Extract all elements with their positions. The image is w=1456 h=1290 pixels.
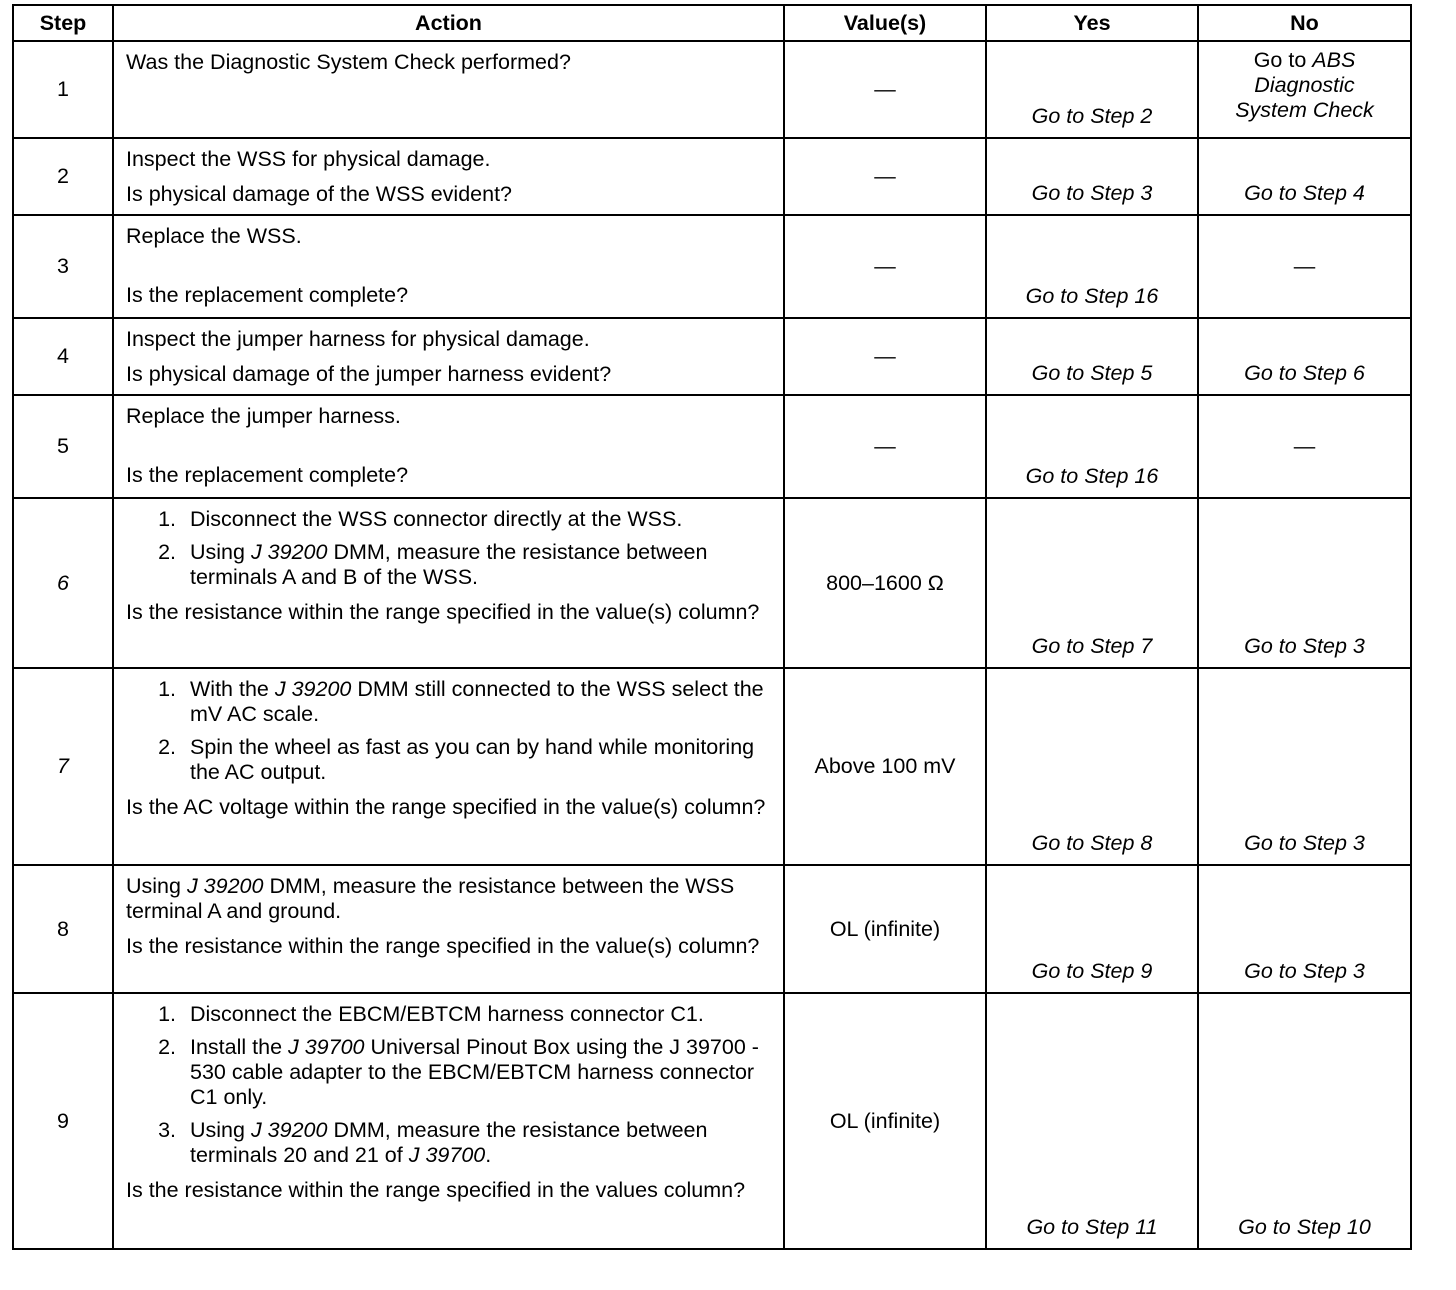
action-cell xyxy=(113,865,784,993)
value-cell: OL (infinite) xyxy=(784,865,986,993)
value-cell: OL (infinite) xyxy=(784,993,986,1249)
no-cell: Go to Step 10 xyxy=(1198,993,1411,1249)
yes-cell: Go to Step 16 xyxy=(986,395,1198,498)
header-action: Action xyxy=(113,5,784,41)
no-italic: System Check xyxy=(1235,98,1374,122)
action-list xyxy=(126,1002,773,1168)
action-cell xyxy=(113,395,784,498)
list-item-text: Spin the wheel as fast as you can by hand while monitoring the AC output. xyxy=(190,735,755,784)
value-cell: 800–1600 Ω xyxy=(784,498,986,668)
tool-reference: J 39700 xyxy=(288,1035,365,1059)
action-question: Is the replacement complete? xyxy=(126,463,409,487)
table-row xyxy=(13,865,1411,993)
tool-reference: J 39200 xyxy=(186,874,264,898)
table-row xyxy=(13,668,1411,865)
tool-reference: J 39200 xyxy=(250,540,328,564)
list-item xyxy=(182,1118,773,1168)
yes-cell: Go to Step 3 xyxy=(986,138,1198,215)
table-row xyxy=(13,318,1411,395)
list-item-text: Universal Pinout Box using the J 39700 - 530 cable adapter to the EBCM/EBTCM harness connector C1 only. xyxy=(190,1035,759,1109)
header-row xyxy=(13,5,1411,41)
table-row xyxy=(13,41,1411,138)
yes-cell: Go to Step 2 xyxy=(986,41,1198,138)
tool-reference: J 39200 xyxy=(250,1118,328,1142)
action-text: Inspect the jumper harness for physical damage. xyxy=(126,327,590,351)
no-cell: Go to Step 3 xyxy=(1198,668,1411,865)
step-number: 9 xyxy=(13,993,113,1249)
action-cell xyxy=(113,41,784,138)
action-text xyxy=(126,874,773,924)
table-row xyxy=(13,138,1411,215)
tool-reference: J 39200 xyxy=(274,677,352,701)
action-text-part: Using xyxy=(126,874,187,898)
step-number: 1 xyxy=(13,41,113,138)
action-cell xyxy=(113,318,784,395)
table-row xyxy=(13,395,1411,498)
list-item xyxy=(182,1002,773,1027)
action-text: Replace the WSS. xyxy=(126,224,302,248)
action-question: Is physical damage of the jumper harness evident? xyxy=(126,362,612,386)
action-question: Is physical damage of the WSS evident? xyxy=(126,182,513,206)
yes-cell: Go to Step 5 xyxy=(986,318,1198,395)
list-item-text: Using xyxy=(190,1118,251,1142)
yes-cell: Go to Step 16 xyxy=(986,215,1198,318)
header-values: Value(s) xyxy=(784,5,986,41)
list-item xyxy=(182,507,773,532)
list-item xyxy=(182,1035,773,1110)
action-list xyxy=(126,507,773,590)
list-item-text: Install the xyxy=(190,1035,288,1059)
action-question: Was the Diagnostic System Check performed? xyxy=(126,50,571,74)
no-cell xyxy=(1198,41,1411,138)
list-item-text: Disconnect the EBCM/EBTCM harness connector C1. xyxy=(190,1002,704,1026)
value-cell: — xyxy=(784,41,986,138)
header-yes: Yes xyxy=(986,5,1198,41)
list-item-text: Using xyxy=(190,540,251,564)
action-cell xyxy=(113,215,784,318)
action-text-part: DMM, measure the resistance between the WSS terminal A and ground. xyxy=(126,874,735,923)
no-italic: ABS xyxy=(1312,48,1356,72)
step-number: 6 xyxy=(13,498,113,668)
step-number: 2 xyxy=(13,138,113,215)
step-number: 7 xyxy=(13,668,113,865)
table-row xyxy=(13,993,1411,1249)
tool-reference: J 39700 xyxy=(408,1143,486,1167)
step-number: 5 xyxy=(13,395,113,498)
no-cell: — xyxy=(1198,215,1411,318)
no-cell: Go to Step 6 xyxy=(1198,318,1411,395)
table-row xyxy=(13,498,1411,668)
list-item xyxy=(182,540,773,590)
value-cell: Above 100 mV xyxy=(784,668,986,865)
action-cell xyxy=(113,993,784,1249)
action-question: Is the resistance within the range specified in the value(s) column? xyxy=(126,934,760,958)
no-cell: Go to Step 3 xyxy=(1198,498,1411,668)
header-no: No xyxy=(1198,5,1411,41)
table-row xyxy=(13,215,1411,318)
diagnostic-table xyxy=(12,4,1412,1250)
list-item-text: DMM, measure the resistance between terminals A and B of the WSS. xyxy=(190,540,708,589)
action-question: Is the replacement complete? xyxy=(126,283,409,307)
step-number: 4 xyxy=(13,318,113,395)
header-step: Step xyxy=(13,5,113,41)
list-item xyxy=(182,677,773,727)
value-cell: — xyxy=(784,395,986,498)
yes-cell: Go to Step 11 xyxy=(986,993,1198,1249)
no-cell: Go to Step 3 xyxy=(1198,865,1411,993)
list-item-text: DMM, measure the resistance between terminals 20 and 21 of xyxy=(190,1118,708,1167)
list-item-text: Disconnect the WSS connector directly at the WSS. xyxy=(190,507,683,531)
action-cell xyxy=(113,498,784,668)
action-text: Replace the jumper harness. xyxy=(126,404,401,428)
no-prefix: Go to xyxy=(1253,48,1313,72)
list-item-text: . xyxy=(485,1143,492,1167)
step-number: 8 xyxy=(13,865,113,993)
step-number: 3 xyxy=(13,215,113,318)
action-cell xyxy=(113,138,784,215)
action-cell xyxy=(113,668,784,865)
action-question: Is the resistance within the range specified in the values column? xyxy=(126,1178,746,1202)
action-text: Inspect the WSS for physical damage. xyxy=(126,147,491,171)
yes-cell: Go to Step 7 xyxy=(986,498,1198,668)
value-cell: — xyxy=(784,138,986,215)
value-cell: — xyxy=(784,215,986,318)
no-italic: Diagnostic xyxy=(1254,73,1355,97)
yes-cell: Go to Step 8 xyxy=(986,668,1198,865)
list-item-text: With the xyxy=(190,677,275,701)
list-item-text: DMM still connected to the WSS select the mV AC scale. xyxy=(190,677,764,726)
list-item xyxy=(182,735,773,785)
yes-cell: Go to Step 9 xyxy=(986,865,1198,993)
value-cell: — xyxy=(784,318,986,395)
action-list xyxy=(126,677,773,785)
no-cell: — xyxy=(1198,395,1411,498)
action-question: Is the resistance within the range specified in the value(s) column? xyxy=(126,600,760,624)
no-cell: Go to Step 4 xyxy=(1198,138,1411,215)
action-question: Is the AC voltage within the range specified in the value(s) column? xyxy=(126,795,766,819)
